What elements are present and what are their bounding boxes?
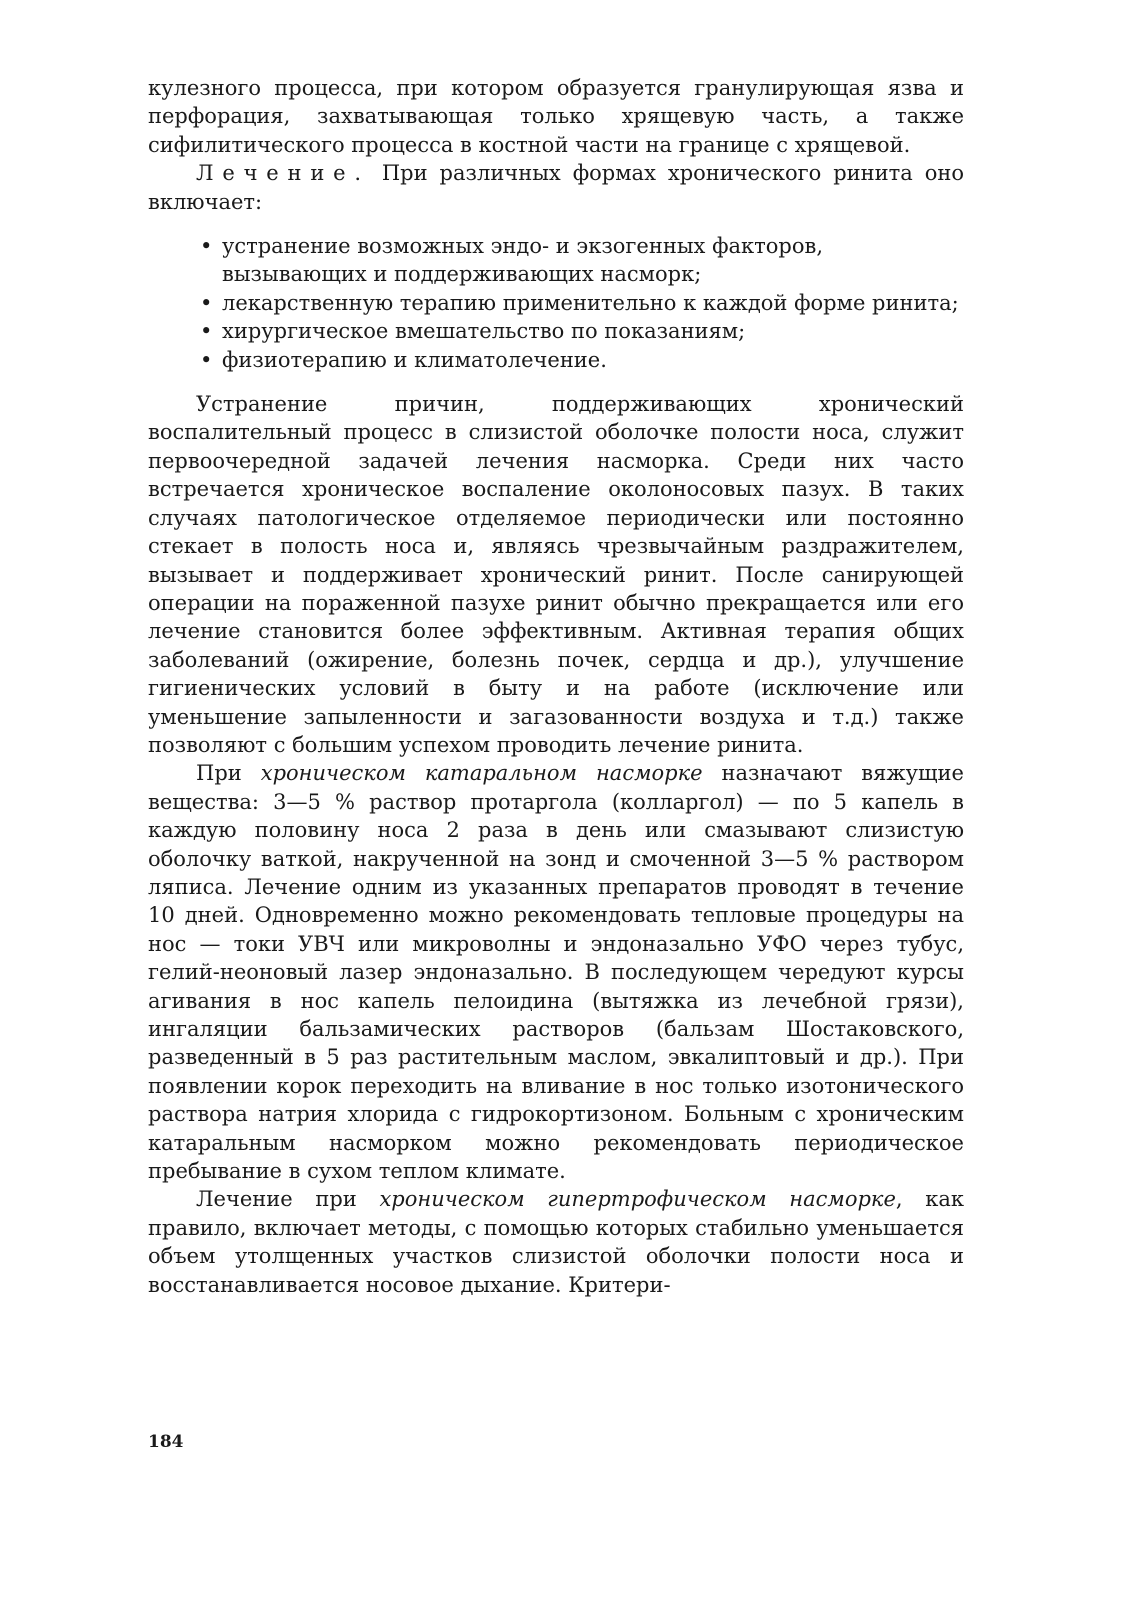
list-item-text: лекарственную терапию применительно к каждой форме ринита;: [222, 290, 959, 315]
paragraph-text: Лечение при: [196, 1187, 380, 1212]
list-item-text: хирургическое вмешательство по показаниям;: [222, 319, 746, 344]
treatment-list: [200, 232, 964, 374]
paragraph-continued: кулезного процесса, при котором образуется гранулирующая язва и перфорация, захватывающая только хрящевую часть, а также сифилитического процесса в костной части на границе с хрящевой.: [148, 76, 964, 157]
page-text: [148, 74, 964, 1299]
paragraph-catarrhal: [148, 759, 964, 1185]
paragraph-treatment-intro: [148, 159, 964, 216]
paragraph-text: При: [196, 761, 261, 786]
paragraph-causes: Устранение причин, поддерживающих хронический воспалительный процесс в слизистой оболочке полости носа, служит первоочередной задачей лечения насморка. Среди них часто встречается хроническое воспаление околоносовых пазух. В таких случаях патологическое отделяемое периодически или постоянно стекает в полость носа и, являясь чрезвычайным раздражителем, вызывает и поддерживает хронический ринит. После санирующей операции на пораженной пазухе ринит обычно прекращается или его лечение становится более эффективным. Активная терапия общих заболеваний (ожирение, болезнь почек, сердца и др.), улучшение гигиенических условий в быту и на работе (исключение или уменьшение запыленности и загазованности воздуха и т.д.) также позволяют с большим успехом проводить лечение ринита.: [148, 392, 964, 757]
page-number: 184: [148, 1432, 184, 1452]
paragraph-hypertrophic: [148, 1185, 964, 1299]
emphasis-hypertrophic: хроническом гипертрофическом насморке: [379, 1187, 896, 1212]
emphasis-catarrhal: хроническом катаральном насморке: [260, 761, 703, 786]
list-item: [200, 346, 964, 374]
section-heading-treatment: Лечение.: [196, 161, 370, 186]
list-item: [200, 317, 964, 345]
bullet-icon: •: [200, 234, 213, 259]
paragraph-text: назначают вяжущие вещества: 3—5 % раствор протаргола (колларгол) — по 5 капель в каждую половину носа 2 раза в день или смазывают слизистую оболочку ваткой, накрученной на зонд и смоченной 3—5 % раствором ляписа. Лечение одним из указанных препаратов проводят в течение 10 дней. Одновременно можно рекомендовать тепловые процедуры на нос — токи УВЧ или микроволны и эндоназально УФО через тубус, гелий-неоновый лазер эндоназально. В последующем чередуют курсы агивания в нос капель пелоидина (вытяжка из лечебной грязи), ингаляции бальзамических растворов (бальзам Шостаковского, разведенный в 5 раз растительным маслом, эвкалиптовый и др.). При появлении корок переходить на вливание в нос только изотонического раствора натрия хлорида с гидрокортизоном. Больным с хроническим катаральным насморком можно рекомендовать периодическое пребывание в сухом теплом климате.: [148, 761, 964, 1184]
list-item: [200, 232, 964, 289]
list-item-text: физиотерапию и климатолечение.: [222, 347, 607, 372]
bullet-icon: •: [200, 319, 213, 344]
list-item: [200, 289, 964, 317]
paragraph-text: При различных формах хронического ринита оно включает:: [148, 161, 964, 214]
list-item-text: устранение возможных эндо- и экзогенных факторов, вызывающих и поддерживающих насморк;: [222, 234, 824, 287]
paragraph-text: , как правило, включает методы, с помощью которых стабильно уменьшается объем утолщенных участков слизистой оболочки полости носа и восстанавливается носовое дыхание. Критери-: [148, 1187, 964, 1297]
bullet-icon: •: [200, 290, 213, 315]
bullet-icon: •: [200, 347, 213, 372]
